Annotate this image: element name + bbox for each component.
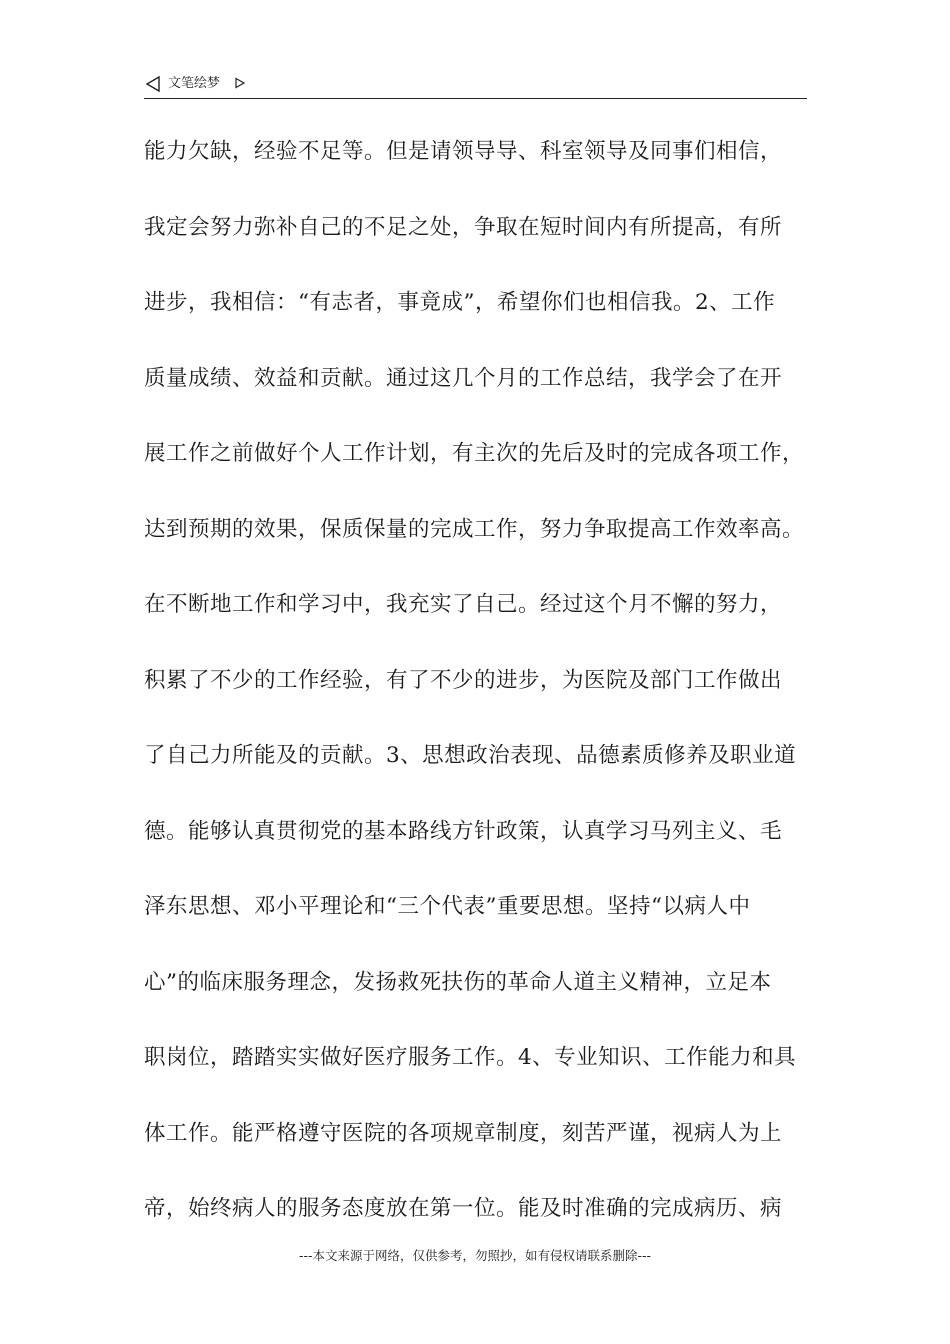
text-line: 了自己力所能及的贡献。3、思想政治表现、品德素质修养及职业道	[144, 743, 797, 768]
footer-disclaimer: ---本文来源于网络，仅供参考，勿照抄，如有侵权请联系删除---	[298, 1248, 652, 1263]
text-line: 进步，我相信：“有志者，事竟成”，希望你们也相信我。2、工作	[144, 290, 776, 315]
page-header	[144, 72, 807, 99]
text-line: 在不断地工作和学习中，我充实了自己。经过这个月不懈的努力，	[144, 592, 783, 617]
text-line: 德。能够认真贯彻党的基本路线方针政策，认真学习马列主义、毛	[144, 818, 783, 844]
text-line: 心”的临床服务理念，发扬救死扶伤的革命人道主义精神，立足本	[144, 969, 772, 995]
text-line: 质量成绩、效益和贡献。通过这几个月的工作总结，我学会了在开	[144, 365, 783, 391]
text-line: 体工作。能严格遵守医院的各项规章制度，刻苦严谨，视病人为上	[144, 1120, 783, 1146]
text-line: 职岗位，踏踏实实做好医疗服务工作。4、专业知识、工作能力和具	[144, 1045, 797, 1070]
text-line: 帝，始终病人的服务态度放在第一位。能及时准确的完成病历、病	[144, 1196, 783, 1221]
text-line: 达到预期的效果，保质保量的完成工作，努力争取提高工作效率高。	[144, 516, 805, 542]
header-title: 文笔绘梦	[168, 76, 221, 91]
text-line: 能力欠缺，经验不足等。但是请领导导、科室领导及同事们相信，	[144, 139, 783, 164]
right-triangle-icon	[234, 77, 246, 89]
text-line: 积累了不少的工作经验，有了不少的进步，为医院及部门工作做出	[144, 667, 783, 693]
left-triangle-icon	[144, 75, 162, 93]
document-body	[144, 128, 816, 1261]
text-line: 泽东思想、邓小平理论和“三个代表”重要思想。坚持“以病人中	[144, 894, 751, 919]
text-line: 我定会努力弥补自己的不足之处，争取在短时间内有所提高，有所	[144, 214, 783, 240]
text-line: 展工作之前做好个人工作计划，有主次的先后及时的完成各项工作，	[144, 441, 805, 466]
